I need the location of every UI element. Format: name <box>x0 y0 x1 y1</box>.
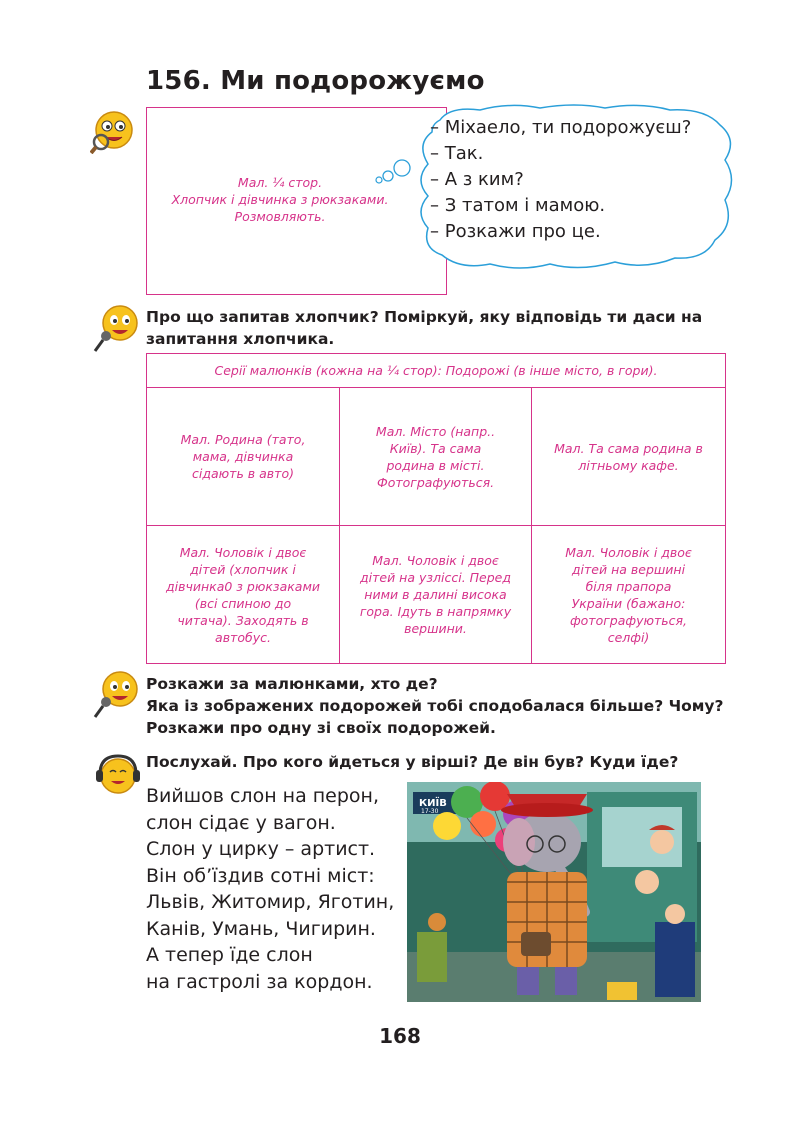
cell-line: Мал. Чоловік і двоє <box>565 544 692 560</box>
cell-line: гора. Ідуть в напрямку <box>359 604 512 619</box>
task-line: Про що запитав хлопчик? Поміркуй, яку відповідь ти даси на <box>146 308 703 326</box>
task-line: Розкажи за малюнками, хто де? <box>146 675 438 693</box>
dialog-line: – А з ким? <box>430 169 524 190</box>
poem-line: А тепер їде слон <box>146 944 313 966</box>
poem-line: слон сідає у вагон. <box>146 811 336 834</box>
cell-line: Мал. Місто (напр.. <box>375 423 496 439</box>
cell-line: селфі) <box>607 629 650 645</box>
poem-line: на гастролі за кордон. <box>146 970 373 993</box>
series-cell <box>339 525 532 664</box>
page-number: 168 <box>379 1024 421 1048</box>
dialog-line: – Міхаело, ти подорожуєш? <box>430 117 692 138</box>
cell-line: вершини. <box>404 621 467 636</box>
cell-line: Київ). Та сама <box>389 440 482 456</box>
cell-line: Мал. Та сама родина в <box>554 440 703 456</box>
elephant-illustration <box>407 782 701 1002</box>
magnifier-smiley-icon <box>90 108 138 154</box>
poem-line: Канів, Умань, Чигирин. <box>146 917 376 940</box>
series-cell <box>531 387 726 526</box>
task-line: запитання хлопчика. <box>146 330 335 348</box>
cell-line: фотографуються, <box>569 612 688 628</box>
cell-line: біля прапора <box>585 578 672 594</box>
dialog-line: – Так. <box>430 143 484 164</box>
cell-line: читача). Заходять в <box>177 612 309 628</box>
series-cell <box>339 387 532 526</box>
task-questions <box>146 673 724 739</box>
cell-line: Фотографуються. <box>376 474 495 490</box>
cell-line: дівчинка0 з рюкзаками <box>166 578 320 594</box>
series-cell <box>146 525 340 664</box>
placeholder-line: Мал. ¼ стор. <box>237 175 323 190</box>
dialog-line: – З татом і мамою. <box>430 195 606 216</box>
station-time: 17-30 <box>421 808 439 815</box>
cell-line: літньому кафе. <box>578 457 679 473</box>
cell-line: України (бажано: <box>571 595 686 611</box>
poem-line: Слон у цирку – артист. <box>146 838 376 860</box>
microphone-smiley-icon <box>92 303 140 353</box>
microphone-smiley-icon <box>92 669 140 719</box>
task-line: Розкажи про одну зі своїх подорожей. <box>146 719 496 737</box>
poem <box>146 783 394 995</box>
headphones-smiley-icon <box>94 752 142 798</box>
series-cell <box>531 525 726 664</box>
placeholder-line: Розмовляють. <box>234 209 326 224</box>
task-question <box>146 306 702 350</box>
poem-line: Львів, Житомир, Яготин, <box>146 891 395 913</box>
cell-line: автобус. <box>215 629 271 645</box>
cell-line: дітей на узліссі. Перед <box>359 570 512 585</box>
page-title: 156. Ми подорожуємо <box>146 66 485 96</box>
cell-line: ними в далині висока <box>364 587 507 602</box>
station-sign: КИЇВ <box>419 798 447 809</box>
cell-line: Мал. Чоловік і двоє <box>179 544 307 560</box>
listening-task: Послухай. Про кого йдеться у вірші? Де він був? Куди їде? <box>146 753 679 771</box>
dialog-text <box>430 115 691 245</box>
cell-line: (всі спиною до <box>194 595 292 611</box>
dialog-line: – Розкажи про це. <box>430 221 601 242</box>
placeholder-line: Хлопчик і дівчинка з рюкзаками. <box>171 192 389 207</box>
task-line: Яка із зображених подорожей тобі сподобалася більше? Чому? <box>146 697 724 715</box>
cell-line: родина в місті. <box>386 457 485 473</box>
poem-line: Він об’їздив сотні міст: <box>146 864 375 887</box>
cell-line: дітей на вершині <box>571 561 686 577</box>
cell-line: Мал. Чоловік і двоє <box>372 553 499 568</box>
cell-line: мама, дівчинка <box>192 449 294 464</box>
picture-placeholder-text <box>160 174 400 225</box>
cell-line: дітей (хлопчик і <box>190 561 296 577</box>
cell-line: Мал. Родина (тато, <box>180 432 306 447</box>
cell-line: сідають в авто) <box>192 466 294 481</box>
series-header: Серії малюнків (кожна на ¼ стор): Подорожі (в інше місто, в гори). <box>146 353 726 388</box>
series-cell <box>146 387 340 526</box>
poem-line: Вийшов слон на перон, <box>146 785 380 807</box>
